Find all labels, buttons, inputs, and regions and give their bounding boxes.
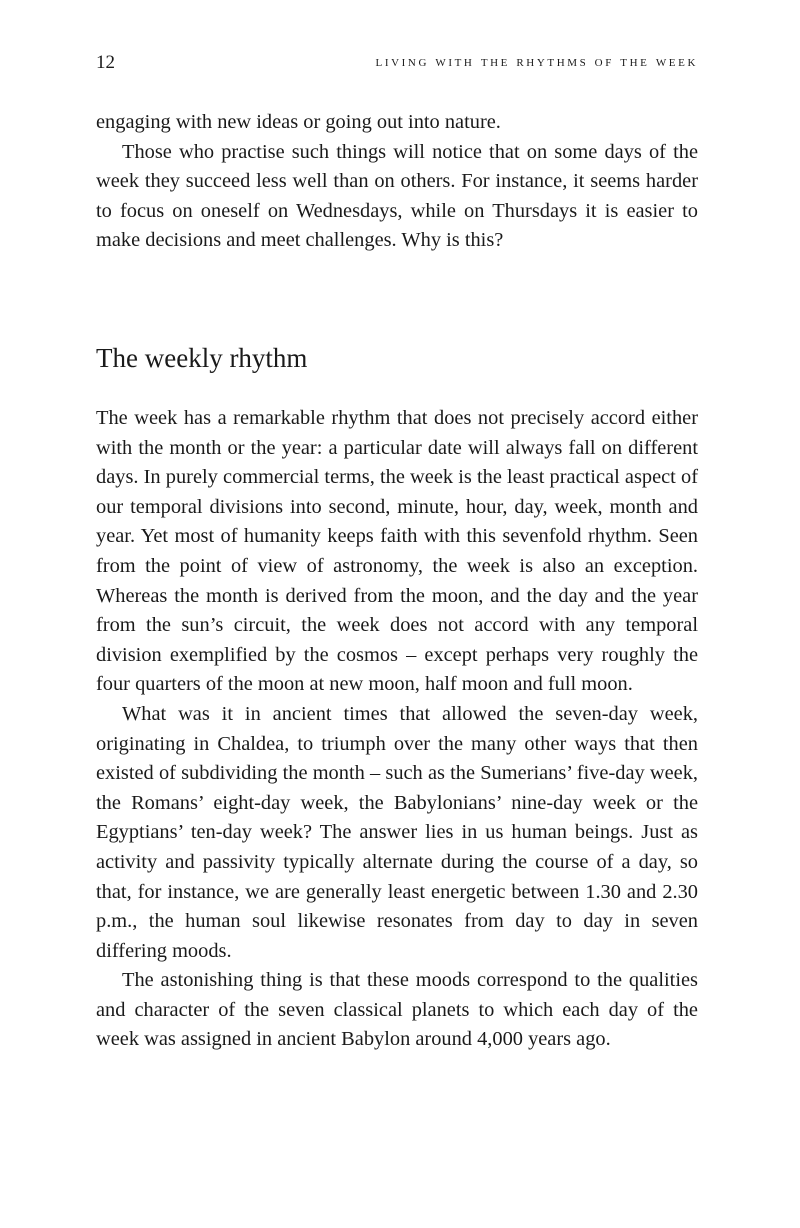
paragraph: What was it in ancient times that allowed the seven-day week, originating in Chaldea, to triumph over the many other ways that then existed of subdividing the month – such as the Sumerians’ five-day week, the Romans’ eight-day week, the Babylonians’ nine-day week or the Egyptians’ ten-day week? The answer lies in us human beings. Just as activity and passivity typically alternate during the course of a day, so that, for instance, we are generally least energetic between 1.30 and 2.30 p.m., the human soul likewise resonates from day to day in seven differing moods. bbox=[96, 702, 698, 962]
book-page bbox=[96, 0, 698, 1228]
running-header bbox=[96, 52, 698, 78]
running-title: living with the rhythms of the week bbox=[375, 54, 698, 70]
section-heading: The weekly rhythm bbox=[96, 343, 308, 373]
paragraph-continued: engaging with new ideas or going out into nature. bbox=[96, 111, 501, 133]
intro-text-block bbox=[96, 108, 698, 256]
page-number: 12 bbox=[96, 52, 115, 73]
paragraph: Those who practise such things will notice that on some days of the week they succeed less well than on others. For instance, it seems harder to focus on oneself on Wednesdays, while on Thursdays it is easier to make decisions and meet challenges. Why is this? bbox=[96, 140, 698, 252]
paragraph: The week has a remarkable rhythm that does not precisely accord either with the month or the year: a particular date will always fall on different days. In purely commercial terms, the week is the least practical aspect of our temporal divisions into second, minute, hour, day, week, month and year. Yet most of humanity keeps faith with this sevenfold rhythm. Seen from the point of view of astronomy, the week is also an exception. Whereas the month is derived from the moon, and the day and the year from the sun’s circuit, the week does not accord with any temporal division exemplified by the cosmos – except perhaps very roughly the four quarters of the moon at new moon, half moon and full moon. bbox=[96, 407, 698, 696]
paragraph: The astonishing thing is that these moods correspond to the qualities and character of the seven classical planets to which each day of the week was assigned in ancient Babylon around 4,000 years ago. bbox=[96, 969, 698, 1051]
section-text-block bbox=[96, 404, 698, 1055]
